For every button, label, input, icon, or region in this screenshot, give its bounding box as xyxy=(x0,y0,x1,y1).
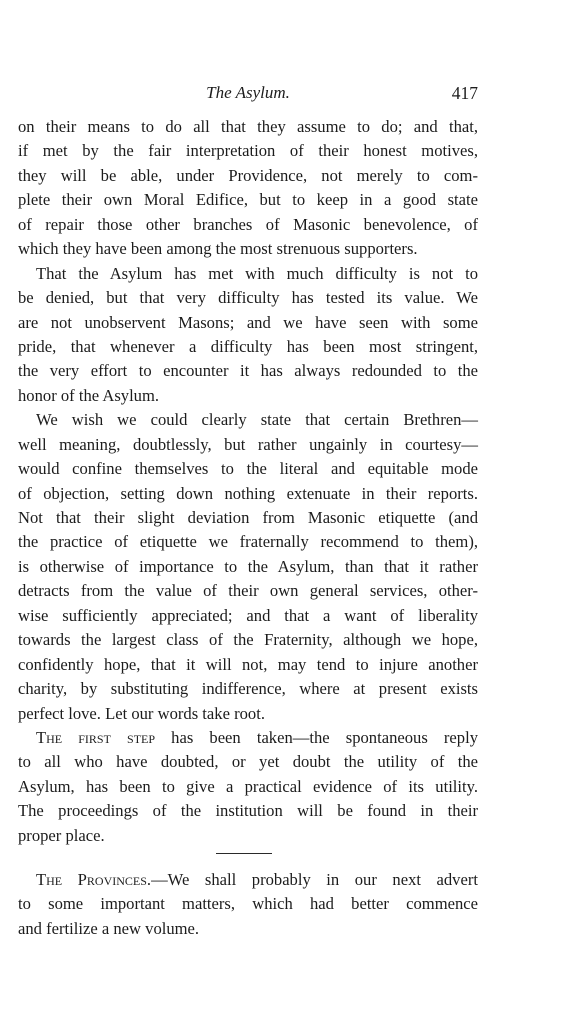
text-line: honor of the Asylum. xyxy=(18,385,160,405)
running-head xyxy=(18,81,478,105)
text-line: are not unobservent Masons; and we have seen with some xyxy=(18,312,478,332)
text-line: the very effort to encounter it has always redounded to the xyxy=(18,361,478,381)
text-line: proper place. xyxy=(18,825,105,845)
text-line: plete their own Moral Edifice, but to keep in a good state xyxy=(18,190,478,210)
text-line: of objection, setting down nothing extenuate in their reports. xyxy=(18,483,478,503)
text-line: That the Asylum has met with much difficulty is not to xyxy=(36,263,478,283)
text-line: confidently hope, that it will not, may tend to injure another xyxy=(18,654,478,674)
provinces-line-rest: —We shall probably in our next advert xyxy=(151,870,478,889)
text-line: on their means to do all that they assume to do; and that, xyxy=(18,117,478,136)
page-number: 417 xyxy=(451,83,478,103)
text-line: of repair those other branches of Masonic benevolence, of xyxy=(18,214,478,234)
paragraph-brethren xyxy=(18,408,478,726)
text-line: The proceedings of the institution will be found in their xyxy=(18,801,478,821)
first-step-lead-in: The first step xyxy=(36,727,156,747)
text-line: charity, by substituting indifference, where at present exists xyxy=(18,679,478,699)
text-line: well meaning, doubtlessly, but rather ungainly in courtesy— xyxy=(18,434,478,454)
text-line: would confine themselves to the literal and equitable mode xyxy=(18,459,478,479)
first-step-line-rest: has been taken—the spontaneous reply xyxy=(155,727,478,747)
text-line: wise sufficiently appreciated; and that a want of liberality xyxy=(18,605,478,625)
paragraph-means xyxy=(18,115,478,262)
text-line: Asylum, has been to give a practical evidence of its utility. xyxy=(18,776,478,796)
text-line: pride, that whenever a difficulty has been most stringent, xyxy=(18,336,478,356)
text-line xyxy=(18,726,478,750)
text-line: detracts from the value of their own general services, other- xyxy=(18,581,478,601)
text-line xyxy=(18,868,478,892)
text-line: and fertilize a new volume. xyxy=(18,918,200,938)
text-line: perfect love. Let our words take root. xyxy=(18,703,265,723)
provinces-lead-in: The Provinces. xyxy=(36,870,152,889)
text-line: to some important matters, which had better commence xyxy=(18,894,478,914)
text-line: they will be able, under Providence, not merely to com- xyxy=(18,165,478,185)
text-line: the practice of etiquette we fraternally recommend to them), xyxy=(18,532,478,552)
section-divider xyxy=(216,853,272,854)
paragraph-asylum-difficulty xyxy=(18,262,478,409)
paragraph-first-step xyxy=(18,726,478,848)
text-line: which they have been among the most strenuous supporters. xyxy=(18,239,418,259)
text-line: if met by the fair interpretation of their honest motives, xyxy=(18,141,478,161)
text-line: is otherwise of importance to the Asylum, than that it rather xyxy=(18,556,478,576)
text-line: We wish we could clearly state that certain Brethren— xyxy=(36,410,478,430)
provinces-section xyxy=(18,868,478,941)
text-line: towards the largest class of the Fraternity, although we hope, xyxy=(18,630,478,650)
text-line: be denied, but that very difficulty has tested its value. We xyxy=(18,288,478,308)
text-line: Not that their slight deviation from Masonic etiquette (and xyxy=(18,508,478,527)
main-text xyxy=(18,115,478,848)
running-title: The Asylum. xyxy=(206,83,290,102)
text-line: to all who have doubted, or yet doubt the utility of the xyxy=(18,752,478,772)
